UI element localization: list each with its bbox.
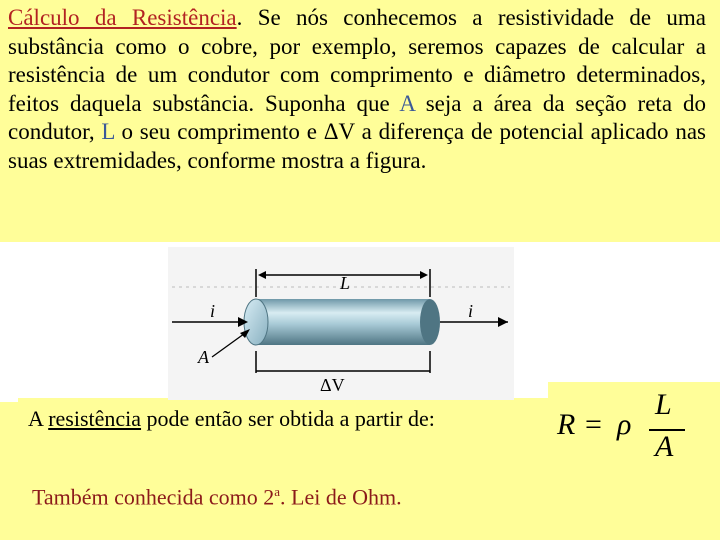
formula-numerator: L [655, 388, 672, 421]
formula-lead-text [28, 405, 435, 433]
intro-var-a: A [399, 90, 415, 116]
formula-rho: ρ [617, 408, 632, 441]
intro-var-l: L [101, 119, 115, 145]
intro-text-3: o seu comprimento e [114, 119, 324, 145]
intro-paragraph [8, 4, 706, 176]
formula-lead-2: pode então ser obtida a partir de: [141, 406, 435, 431]
intro-var-dv: ΔV [323, 119, 355, 145]
formula-lead-1: A [28, 406, 49, 431]
conductor-figure [168, 247, 514, 400]
ohm-law-text [32, 478, 402, 511]
current-label-right: i [468, 301, 474, 321]
formula-equals: = [585, 408, 602, 441]
intro-text-4: a diferença de potencial aplicado nas suas extremidades, conforme mostra a figura. [8, 119, 707, 173]
voltage-label: ΔV [320, 375, 345, 395]
length-label: L [340, 273, 351, 293]
ohm-text-1: Também conhecida como 2 [32, 484, 275, 510]
area-label: A [198, 347, 209, 367]
formula-lhs: R [557, 408, 576, 441]
conductor-diagram [168, 247, 514, 400]
intro-text-1: . Se nós conhecemos a resistividade de uma substância como o cobre, por exemplo, seremos capazes de calcular a resistência de um condutor com comprimento e diâmetro determinados, feitos daquela substância. Suponha que [8, 5, 707, 116]
length-arrow-right [420, 271, 428, 279]
resistencia-link[interactable]: resistência [48, 406, 142, 431]
length-arrow-left [258, 271, 266, 279]
formula-denominator: A [655, 430, 674, 463]
intro-title[interactable]: Cálculo da Resistência [8, 5, 237, 30]
ohm-text-2: . Lei de Ohm. [280, 484, 402, 510]
ohm-superscript: a [274, 484, 280, 499]
intro-text-2: seja a área da seção reta do condutor, [8, 90, 706, 145]
resistance-formula [555, 388, 705, 468]
conductor-body [256, 299, 430, 345]
current-label-left: i [210, 301, 216, 321]
conductor-right-end [420, 299, 440, 345]
current-arrow-right [498, 317, 508, 327]
